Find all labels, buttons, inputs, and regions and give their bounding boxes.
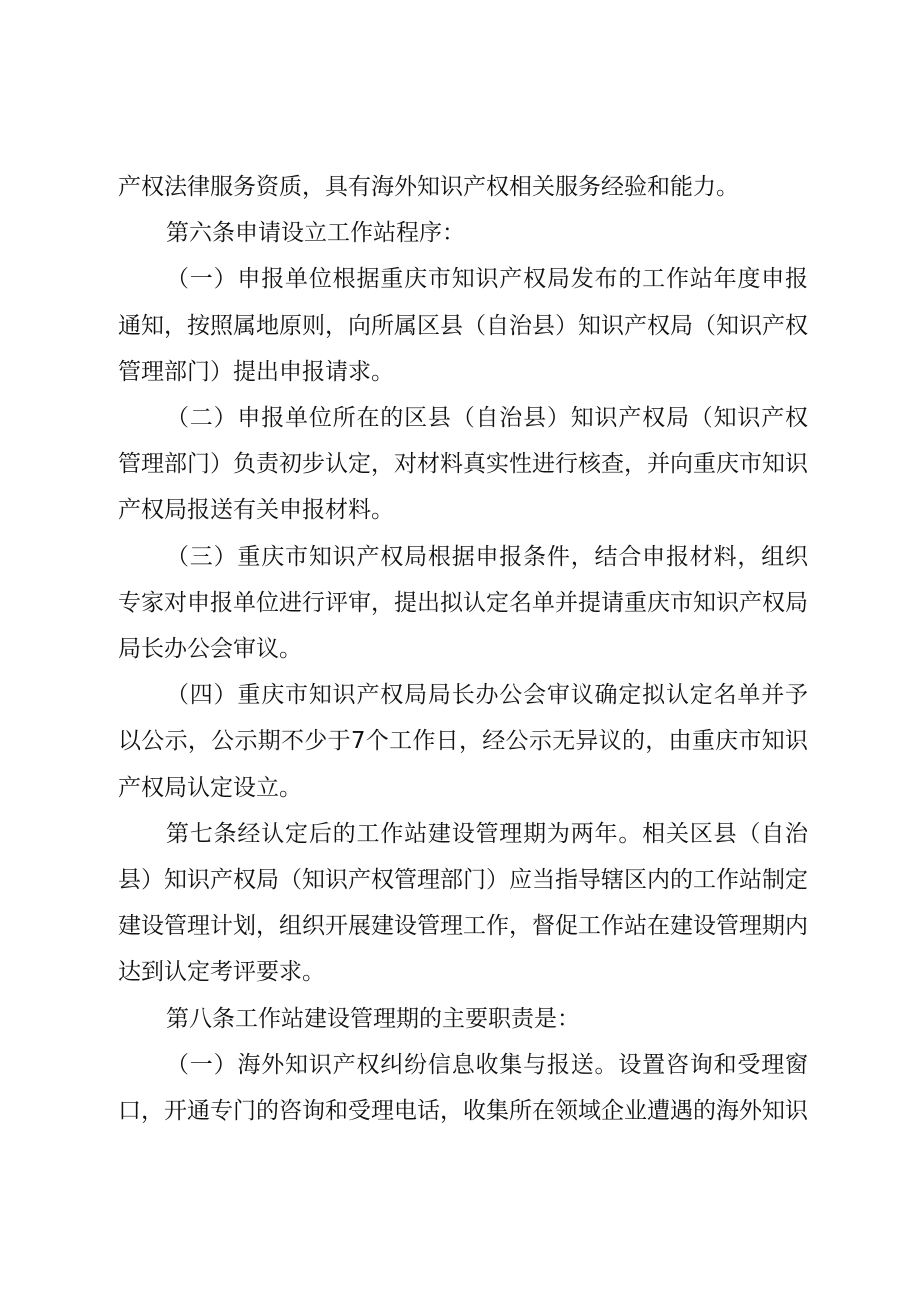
document-body <box>118 164 808 1134</box>
article-8-heading: 第八条工作站建设管理期的主要职责是： <box>166 1005 580 1032</box>
article-6-heading: 第六条申请设立工作站程序： <box>166 220 465 247</box>
paragraph-continuation: 产权法律服务资质，具有海外知识产权相关服务经验和能力。 <box>118 174 739 200</box>
article-6-item-3: （三）重庆市知识产权局根据申报条件，结合申报材料，组织专家对申报单位进行评审，提出拟认定名单并提请重庆市知识产权局局长办公会审议。 <box>118 543 808 663</box>
article-6-item-1: （一）申报单位根据重庆市知识产权局发布的工作站年度申报通知，按照属地原则，向所属区县（自治县）知识产权局（知识产权管理部门）提出申报请求。 <box>118 266 808 385</box>
article-8-item-1: （一）海外知识产权纠纷信息收集与报送。设置咨询和受理窗口，开通专门的咨询和受理电话，收集所在领域企业遭遇的海外知识 <box>118 1051 808 1125</box>
article-6-item-2: （二）申报单位所在的区县（自治县）知识产权局（知识产权管理部门）负责初步认定，对材料真实性进行核查，并向重庆市知识产权局报送有关申报材料。 <box>118 405 808 524</box>
article-6-item-4: （四）重庆市知识产权局局长办公会审议确定拟认定名单并予以公示，公示期不少于7个工作日，经公示无异议的，由重庆市知识产权局认定设立。 <box>118 682 808 801</box>
article-7: 第七条经认定后的工作站建设管理期为两年。相关区县（自治县）知识产权局（知识产权管理部门）应当指导辖区内的工作站制定建设管理计划，组织开展建设管理工作，督促工作站在建设管理期内达到认定考评要求。 <box>118 820 808 986</box>
